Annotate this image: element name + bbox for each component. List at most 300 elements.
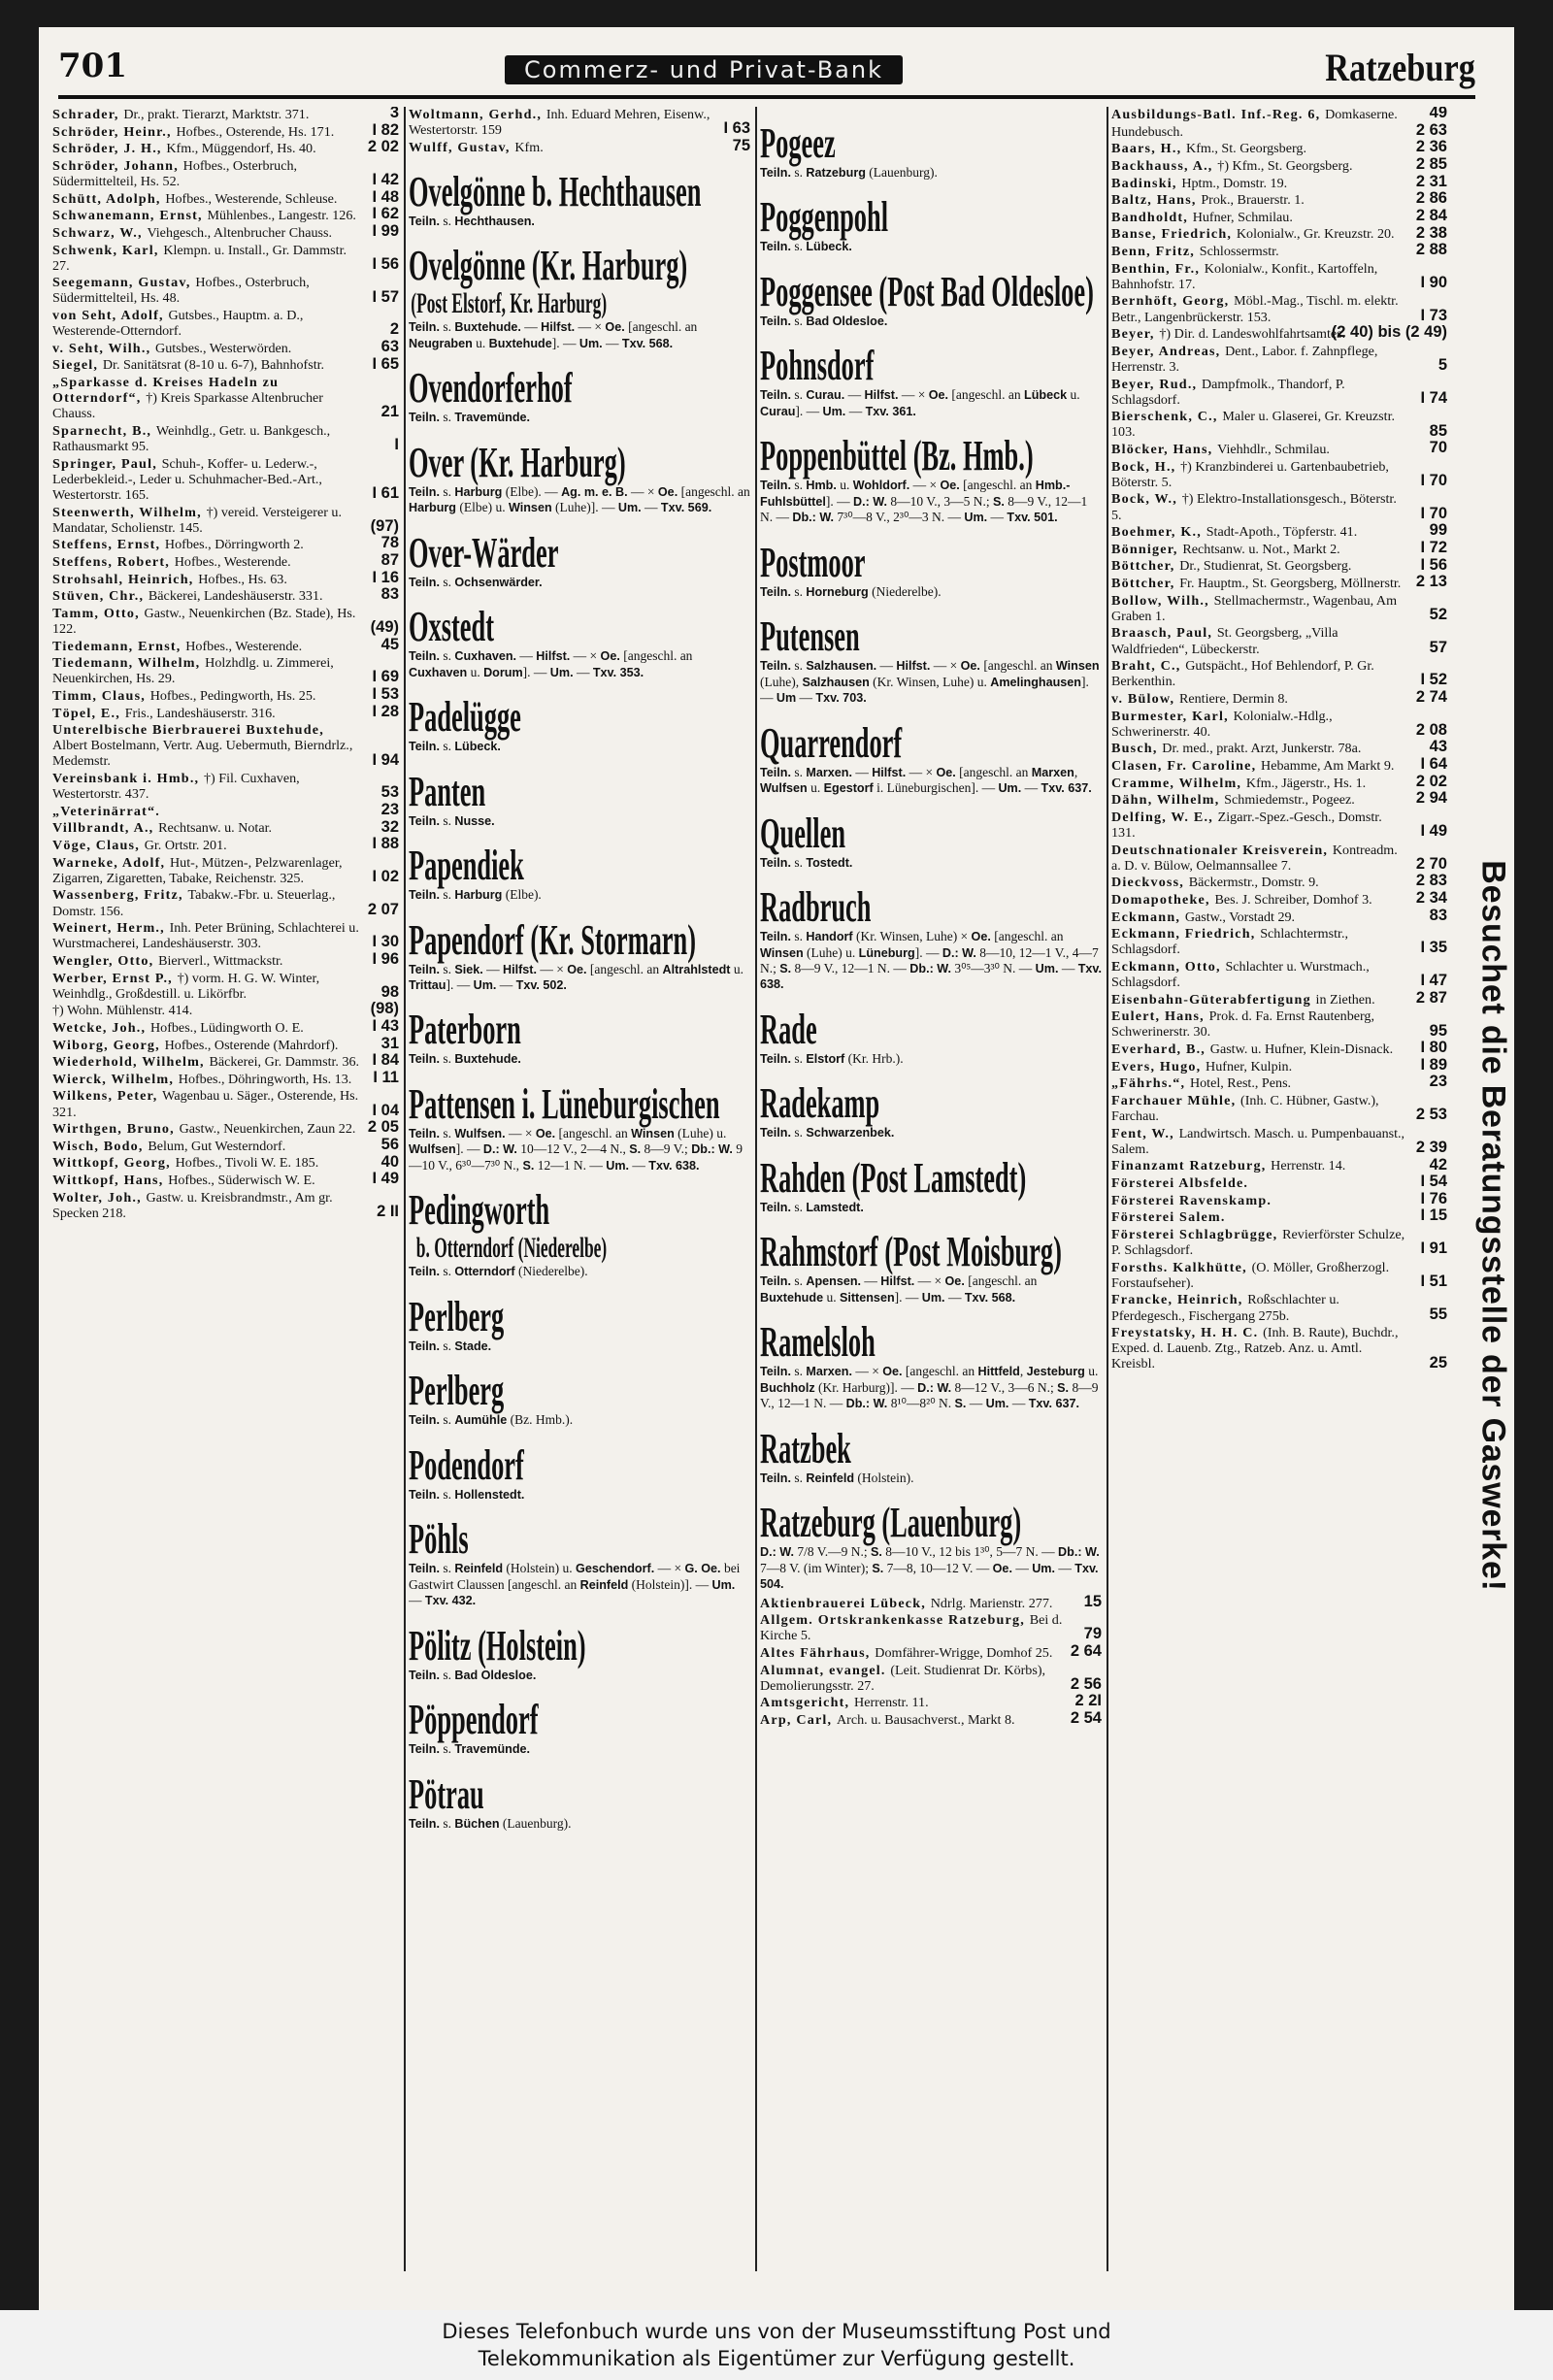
subscriber-details: Dr., prakt. Tierarzt, Marktstr. 371. [123, 107, 310, 122]
column-divider [1107, 107, 1108, 2271]
subscriber-entry [1111, 521, 1447, 541]
subscriber-entry [1111, 1155, 1447, 1174]
place-heading: Postmoor [760, 538, 866, 586]
subscriber-details: Hofbes., Döhringworth, Hs. 13. [178, 1071, 352, 1087]
phone-number: I 70 [1420, 471, 1447, 489]
phone-number: I 72 [1420, 538, 1447, 556]
directory-page [39, 27, 1514, 2310]
subscriber-name: Tiedemann, Ernst, [52, 638, 186, 654]
place-text: Teiln. s. Curau. — Hilfst. — × Oe. [angeschl. an Lübeck u. Curau]. — Um. — Txv. 361. [760, 387, 1080, 418]
subscriber-entry [52, 205, 399, 224]
phone-number: I 90 [1420, 273, 1447, 291]
phone-number: I 49 [372, 1170, 399, 1188]
place-entry [760, 342, 1102, 419]
place-text: Teiln. s. Ratzeburg (Lauenburg). [760, 165, 938, 180]
subscriber-name: Clasen, Fr. Caroline, [1111, 757, 1262, 774]
subscriber-name: Eckmann, Otto, [1111, 958, 1226, 975]
phone-number: I 52 [1420, 671, 1447, 689]
subscriber-entry [1111, 241, 1447, 259]
subscriber-entry [1111, 772, 1447, 791]
phone-number: 3 [389, 107, 399, 122]
subscriber-name: Braasch, Paul, [1111, 625, 1217, 642]
phone-number: I 15 [1420, 1207, 1447, 1225]
subscriber-entry [1111, 261, 1447, 292]
phone-number: 2 94 [1415, 789, 1447, 808]
place-heading: Papendorf (Kr. Stormarn) [409, 915, 696, 964]
phone-number: 2 87 [1415, 988, 1447, 1007]
phone-number: 2 13 [1415, 573, 1447, 591]
phone-number: I 64 [1420, 755, 1447, 773]
place-heading: Poppenbüttel (Bz. Hmb.) [760, 432, 1034, 480]
subscriber-details: Schmiedemstr., Pogeez. [1224, 792, 1355, 809]
subscriber-name: Schwanemann, Ernst, [52, 208, 208, 224]
phone-number: I 74 [1420, 388, 1447, 407]
subscriber-entry [52, 456, 399, 503]
subscriber-details: (Leit. Studienrat Dr. Körbs), Demolierungsstr. 27. [760, 1662, 1046, 1694]
phone-number: 2 86 [1415, 189, 1447, 208]
subscriber-name: „Fährhs.“, [1111, 1075, 1190, 1092]
place-entry [409, 1515, 750, 1608]
place-text: Teiln. s. Aumühle (Bz. Hmb.). [409, 1412, 574, 1428]
subscriber-details: Kfm., Jägerstr., Hs. 1. [1245, 775, 1367, 791]
subscriber-name: Warneke, Adolf, [52, 854, 170, 871]
subscriber-entry [1111, 709, 1447, 740]
place-text: Teiln. s. Wulfsen. — × Oe. [angeschl. an Winsen (Luhe) u. Wulfsen]. — D.: W. 10—12 V., 2—4 N., S. 8—9 V.; Db.: W. 9—10 V., 6³⁰—7³⁰ N., S. 12—1 N. — Um. — Txv. 638. [409, 1125, 743, 1173]
subscriber-entry [1111, 906, 1447, 925]
subscriber-name: Timm, Claus, [52, 687, 150, 704]
subscriber-details: Hofbes., Osterende (Mahrdorf). [164, 1037, 339, 1053]
subscriber-details: Gastw., Neuenkirchen, Zaun 22. [179, 1121, 356, 1138]
phone-number: I 80 [1420, 1039, 1447, 1057]
subscriber-details: Kolonialw., Gr. Kreuzstr. 20. [1236, 226, 1395, 243]
phone-number: I 48 [372, 187, 399, 206]
subscriber-name: Woltmann, Gerhd., [409, 107, 546, 122]
subscriber-name: Beyer, Andreas, [1111, 343, 1226, 359]
phone-number: 2 08 [1415, 720, 1447, 739]
place-entry [409, 528, 750, 590]
subscriber-name: Tiedemann, Wilhelm, [52, 655, 206, 672]
subscriber-details: Domfährer-Wrigge, Domhof 25. [875, 1644, 1053, 1661]
subscriber-details: Schlachtermstr., Schlagsdorf. [1111, 926, 1349, 958]
subscriber-details: Gastw., Vorstadt 29. [1184, 909, 1296, 925]
subscriber-name: Sparnecht, B., [52, 422, 156, 439]
subscriber-name: Aktienbrauerei Lübeck, [760, 1595, 931, 1611]
subscriber-details: Stellmachermstr., Wagenbau, Am Graben 1. [1111, 592, 1398, 624]
subscriber-name: Steenwerth, Wilhelm, [52, 504, 207, 520]
subscriber-entry [1111, 1008, 1447, 1040]
subscriber-entry [52, 950, 399, 969]
place-heading: Ovelgönne (Kr. Harburg) [409, 242, 688, 290]
subscriber-name: „Sparkasse d. Kreises Hadeln zu Otterndorf“, [52, 375, 280, 407]
phone-number: I 65 [372, 354, 399, 373]
place-text: Teiln. s. Lübeck. [409, 739, 501, 754]
place-heading: Poggenpohl [760, 193, 889, 242]
subscriber-entry [1111, 172, 1447, 191]
phone-number: I [394, 436, 399, 454]
phone-number: I 35 [1420, 939, 1447, 957]
subscriber-details: Hufner, Kulpin. [1206, 1058, 1293, 1074]
subscriber-entry [1111, 1055, 1447, 1074]
subscriber-details: Stadt-Apoth., Töpferstr. 41. [1206, 524, 1358, 541]
place-heading: Ratzeburg (Lauenburg) [760, 1499, 1022, 1547]
place-text: Teiln. s. Reinfeld (Holstein). [760, 1470, 914, 1485]
subscriber-name: Böttcher, [1111, 558, 1180, 575]
subscriber-details: Bes. J. Schreiber, Domhof 3. [1214, 891, 1372, 908]
subscriber-details: †) Kfm., St. Georgsberg. [1217, 157, 1353, 174]
place-text: Teiln. s. Harburg (Elbe). [409, 887, 542, 903]
subscriber-entry [1111, 538, 1447, 557]
subscriber-details: in Ziethen. [1315, 991, 1375, 1008]
subscriber-entry [52, 1068, 399, 1087]
place-entry [409, 1440, 750, 1503]
subscriber-name: Wisch, Bodo, [52, 1138, 149, 1154]
subscriber-details: Inh. Peter Brüning, Schlachterei u. Wurstmacherei, Landeshäuserstr. 303. [52, 920, 359, 952]
phone-number: I 49 [1420, 822, 1447, 840]
phone-number: 25 [1429, 1353, 1447, 1372]
footer-line-1: Dieses Telefonbuch wurde uns von der Museumsstiftung Post und [442, 2320, 1111, 2343]
place-heading: Pattensen i. Lüneburgischen [409, 1079, 720, 1128]
subscriber-name: Wirthgen, Bruno, [52, 1121, 180, 1138]
place-text: Teiln. s. Otterndorf (Niederelbe). [409, 1264, 588, 1279]
place-text: Teiln. s. Harburg (Elbe). — Ag. m. e. B. — × Oe. [angeschl. an Harburg (Elbe) u. Winsen (Luhe)]. — Um. — Txv. 569. [409, 483, 750, 515]
subscriber-entry [1111, 1292, 1447, 1323]
phone-number: 83 [1429, 906, 1447, 924]
subscriber-entry [52, 655, 399, 686]
place-text: Teiln. s. Hmb. u. Wohldorf. — × Oe. [angeschl. an Hmb.-Fuhlsbüttel]. — D.: W. 8—10 V., 3—5 N.; S. 8—9 V., 12—1 N. — Db.: W. 7³⁰—8 V., 2³⁰—3 N. — Um. — Txv. 501. [760, 478, 1088, 525]
subscriber-entry [1111, 120, 1447, 140]
place-text: Teiln. s. Handorf (Kr. Winsen, Luhe) × Oe. [angeschl. an Winsen (Luhe) u. Lüneburg]. — D.: W. 8—10, 12—1 V., 4—7 N.; S. 8—9 V., 12—1 N. — Db.: W. 3⁰⁵—3³⁰ N. — Um. — Txv. 638. [760, 929, 1102, 992]
place-text: Teiln. s. Bad Oldesloe. [760, 313, 888, 328]
place-entry [409, 1008, 750, 1067]
subscriber-entry [1111, 593, 1447, 624]
subscriber-entry [52, 855, 399, 886]
subscriber-details: Schlossermstr. [1199, 244, 1279, 259]
subscriber-details: (O. Möller, Großherzogl. Forstaufseher). [1111, 1259, 1390, 1291]
phone-number: I 88 [372, 835, 399, 853]
subscriber-entry [1111, 625, 1447, 656]
subscriber-details: Fr. Hauptm., St. Georgsberg, Möllnerstr. [1179, 576, 1402, 591]
subscriber-name: Bollow, Wilh., [1111, 592, 1214, 609]
column-divider [404, 107, 406, 2271]
place-entry [409, 1186, 750, 1279]
place-heading: Over (Kr. Harburg) [409, 438, 626, 486]
phone-number: 2 39 [1415, 1138, 1447, 1156]
place-heading: Paterborn [409, 1006, 521, 1054]
subscriber-details: Hofbes., Osterbruch, Südermittelteil, Hs. 48. [52, 275, 310, 307]
subscriber-details: †) Kreis Sparkasse Altenbrucher Chauss. [52, 390, 324, 422]
subscriber-details: Dampfmolk., Thandorf, P. Schlagsdorf. [1111, 376, 1345, 408]
place-heading: Radbruch [760, 883, 872, 932]
phone-number: 2 85 [1415, 155, 1447, 173]
phone-number: I 91 [1420, 1240, 1447, 1258]
place-entry [760, 1153, 1102, 1215]
place-heading: Pohnsdorf [760, 342, 875, 390]
subscriber-name: Werber, Ernst P., [52, 970, 178, 986]
phone-number: 98 [380, 982, 399, 1001]
subscriber-entry [52, 551, 399, 570]
subscriber-name: Steffens, Ernst, [52, 537, 165, 553]
subscriber-name: Siegel, [52, 357, 103, 374]
phone-number: I 89 [1420, 1055, 1447, 1074]
place-heading: Poggensee (Post Bad Oldesloe) [760, 267, 1094, 315]
subscriber-name: Böttcher, [1111, 576, 1180, 591]
phone-number: 2 83 [1415, 872, 1447, 890]
subscriber-details: Dr. med., prakt. Arzt, Junkerstr. 78a. [1162, 741, 1362, 757]
subscriber-entry [1111, 1189, 1447, 1208]
subscriber-name: Beyer, Rud., [1111, 376, 1202, 392]
phone-number: I 96 [372, 950, 399, 968]
phone-number: 49 [1429, 107, 1447, 122]
subscriber-name: Eckmann, [1111, 909, 1185, 925]
side-advert-text: Besuchet die Beratungsstelle der Gaswerke! [1474, 860, 1512, 1592]
phone-number: (49) [370, 618, 399, 636]
subscriber-details: Kolonialw.-Hdlg., Schwerinerstr. 40. [1111, 708, 1333, 740]
place-entry [760, 1499, 1102, 1592]
subscriber-name: Ausbildungs-Batl. Inf.-Reg. 6, [1111, 107, 1326, 122]
subscriber-details: Rechtsanw. u. Notar. [158, 820, 273, 837]
subscriber-details: Weinhdlg., Getr. u. Bankgesch., Rathausmarkt 95. [52, 422, 331, 454]
subscriber-entry [1111, 155, 1447, 174]
subscriber-name: Steffens, Robert, [52, 553, 175, 570]
subscriber-name: Deutschnationaler Kreisverein, [1111, 842, 1333, 858]
place-entry [760, 718, 1102, 797]
subscriber-entry [1111, 293, 1447, 324]
subscriber-name: Töpel, E., [52, 705, 125, 721]
subscriber-details: †) Kranzbinderei u. Gartenbaubetrieb, Böterstr. 5. [1111, 458, 1389, 490]
phone-number: 53 [380, 783, 399, 802]
subscriber-details: Bäckerei, Landeshäuserstr. 331. [148, 588, 323, 605]
subscriber-name: Altes Fährhaus, [760, 1644, 876, 1661]
phone-number: 2 74 [1415, 688, 1447, 706]
subscriber-entry [52, 1135, 399, 1154]
subscriber-name: Schütt, Adolph, [52, 190, 166, 207]
subscriber-details: †) vereid. Versteigerer u. Mandatar, Scholienstr. 145. [52, 504, 343, 536]
subscriber-entry [409, 136, 750, 155]
place-entry [760, 193, 1102, 254]
subscriber-name: Springer, Paul, [52, 455, 162, 472]
place-heading: Pötrau [409, 1769, 484, 1818]
subscriber-details: Revierförster Schulze, P. Schlagsdorf. [1111, 1226, 1405, 1258]
place-heading: Podendorf [409, 1440, 524, 1489]
place-heading: Quarrendorf [760, 718, 903, 767]
subscriber-details: Hundebusch. [1111, 123, 1183, 140]
subscriber-name: Domapotheke, [1111, 891, 1215, 908]
subscriber-entry [1111, 1227, 1447, 1258]
subscriber-entry [1111, 206, 1447, 225]
place-entry [760, 432, 1102, 525]
subscriber-entry [1111, 223, 1447, 243]
phone-number: I 99 [372, 222, 399, 240]
subscriber-name: Strohsahl, Heinrich, [52, 571, 199, 587]
phone-number: 5 [1437, 356, 1447, 374]
phone-number: 52 [1429, 605, 1447, 623]
subscriber-name: Wilkens, Peter, [52, 1088, 163, 1105]
subscriber-details: Kfm., Müggendorf, Hs. 40. [166, 141, 316, 157]
subscriber-details: (Inh. C. Hübner, Gastw.), Farchau. [1111, 1092, 1379, 1124]
subscriber-name: v. Seht, Wilh., [52, 340, 156, 356]
subscriber-entry [52, 534, 399, 553]
subscriber-entry [1111, 658, 1447, 689]
header-rule [58, 95, 1475, 99]
phone-number: 75 [732, 136, 750, 154]
subscriber-name: Schröder, Johann, [52, 157, 183, 174]
subscriber-name: Forsths. Kalkhütte, [1111, 1259, 1252, 1275]
subscriber-name: Finanzamt Ratzeburg, [1111, 1158, 1272, 1174]
subscriber-name: Farchauer Mühle, [1111, 1092, 1241, 1108]
subscriber-details: Holzhdlg. u. Zimmerei, Neuenkirchen, Hs. 29. [52, 655, 334, 687]
phone-number: 2 07 [367, 900, 399, 918]
subscriber-name: Amtsgericht, [760, 1695, 855, 1711]
subscriber-name: Wittkopf, Hans, [52, 1173, 169, 1188]
phone-number: 45 [380, 635, 399, 653]
phone-number: 15 [1083, 1592, 1102, 1610]
subscriber-name: Eckmann, Friedrich, [1111, 926, 1261, 942]
subscriber-details: Kontreadm. a. D. v. Bülow, Oelmannsallee 7. [1111, 842, 1398, 874]
place-text: Teiln. s. Apensen. — Hilfst. — × Oe. [angeschl. an Buxtehude u. Sittensen]. — Um. — Txv. 568. [760, 1273, 1038, 1305]
place-text: Teiln. s. Lamstedt. [760, 1199, 864, 1214]
page-number: 701 [58, 47, 127, 85]
place-text: Teiln. s. Tostedt. [760, 854, 853, 870]
place-text: Teiln. s. Marxen. — Hilfst. — × Oe. [angeschl. an Marxen, Wulfsen u. Egestorf i. Lüneburgischen]. — Um. — Txv. 637. [760, 764, 1092, 796]
footer-notice [0, 2310, 1553, 2380]
subscriber-name: Unterelbische Bierbrauerei Buxtehude, [52, 722, 324, 739]
place-heading: Pöppendorf [409, 1696, 539, 1744]
subscriber-details: Hotel, Rest., Pens. [1189, 1075, 1292, 1092]
place-heading: Perlberg [409, 1292, 505, 1340]
place-heading: Ratzbek [760, 1424, 851, 1472]
subscriber-entry [1111, 872, 1447, 891]
place-entry [409, 1696, 750, 1757]
subscriber-entry [52, 1017, 399, 1036]
subscriber-entry [52, 107, 399, 122]
phone-number: I 43 [372, 1017, 399, 1035]
subscriber-details: Schuh-, Koffer- u. Lederw.-, Lederbekleid.-, Leder u. Schuhmacher-Bed.-Art., Westertorstr. 165. [52, 455, 322, 503]
place-entry [409, 438, 750, 516]
subscriber-name: Stüven, Chr., [52, 588, 149, 605]
subscriber-details: Dent., Labor. f. Zahnpflege, Herrenstr. 3. [1111, 343, 1378, 375]
subscriber-details: Viehgesch., Altenbrucher Chauss. [147, 224, 332, 241]
place-entry [409, 1079, 750, 1173]
phone-number: 31 [380, 1034, 399, 1052]
subscriber-name: Banse, Friedrich, [1111, 226, 1237, 243]
subscriber-entry [1111, 1325, 1447, 1372]
subscriber-name: Benn, Fritz, [1111, 244, 1200, 259]
place-heading: Pölitz (Holstein) [409, 1621, 586, 1669]
phone-number: 42 [1429, 1155, 1447, 1173]
subscriber-details: Hofbes., Westerende. [174, 553, 291, 570]
phone-number: (98) [370, 1000, 399, 1018]
subscriber-name: Alumnat, evangel. [760, 1662, 891, 1678]
phone-number: I 73 [1420, 306, 1447, 324]
place-subheading: (Post Elstorf, Kr. Harburg) [411, 287, 608, 320]
subscriber-entry [52, 1034, 399, 1053]
phone-number: 79 [1083, 1625, 1102, 1643]
subscriber-name: Vereinsbank i. Hmb., [52, 771, 204, 786]
place-text: Teiln. s. Bad Oldesloe. [409, 1667, 537, 1682]
subscriber-entry [52, 1051, 399, 1071]
side-advert [1473, 721, 1512, 1731]
place-text: Teiln. s. Horneburg (Niederelbe). [760, 583, 942, 599]
subscriber-entry [1111, 755, 1447, 774]
subscriber-details: Hofbes., Westerende. [185, 638, 303, 654]
subscriber-entry [1111, 738, 1447, 757]
phone-number: 2 02 [367, 138, 399, 156]
subscriber-name: Cramme, Wilhelm, [1111, 775, 1246, 791]
subscriber-entry [1111, 988, 1447, 1008]
subscriber-name: Bock, W., [1111, 491, 1182, 508]
subscriber-details: Hofbes., Osterbruch, Südermittelteil, Hs. 52. [52, 157, 298, 189]
subscriber-details: Landwirtsch. Masch. u. Pumpenbauanst., Salem. [1111, 1125, 1405, 1157]
subscriber-details: Hofbes., Westerende, Schleuse. [165, 190, 338, 207]
place-heading: Ramelsloh [760, 1318, 876, 1367]
place-subheading: b. Otterndorf (Niederelbe) [415, 1232, 608, 1265]
place-heading: Pedingworth [409, 1186, 550, 1235]
subscriber-name: Delfing, W. E., [1111, 809, 1218, 825]
subscriber-details: Hufner, Schmilau. [1192, 209, 1293, 225]
subscriber-name: Wierck, Wilhelm, [52, 1071, 179, 1087]
phone-number: 2 63 [1415, 120, 1447, 139]
phone-number: I 53 [372, 685, 399, 703]
phone-number: 99 [1429, 521, 1447, 540]
subscriber-details: Hofbes., Lüdingworth O. E. [149, 1019, 304, 1036]
subscriber-entry [760, 1592, 1102, 1611]
subscriber-entry [760, 1692, 1102, 1711]
subscriber-name: Evers, Hugo, [1111, 1058, 1206, 1074]
subscriber-details: Rentiere, Dermin 8. [1178, 690, 1288, 707]
bank-banner: Commerz- und Privat-Bank [505, 55, 903, 84]
place-text: Teiln. s. Salzhausen. — Hilfst. — × Oe. [angeschl. an Winsen (Luhe), Salzhausen (Kr. Winsen, Luhe) u. Amelinghausen]. — Um — Txv. 703. [760, 658, 1100, 706]
subscriber-entry [52, 275, 399, 306]
subscriber-details: †) vorm. H. G. W. Winter, Weinhdlg., Großdestill. u. Likörfbr. [52, 970, 320, 1002]
subscriber-entry [52, 158, 399, 189]
subscriber-entry [409, 107, 750, 138]
subscriber-name: Wetcke, Joh., [52, 1019, 150, 1036]
subscriber-details: Bierverl., Wittmackstr. [158, 952, 283, 969]
subscriber-entry [1111, 323, 1447, 343]
subscriber-name: Freystatsky, H. H. C. [1111, 1325, 1264, 1341]
subscriber-entry [760, 1663, 1102, 1694]
subscriber-entry [1111, 889, 1447, 908]
subscriber-entry [1111, 1175, 1447, 1191]
phone-number: I 04 [372, 1101, 399, 1119]
phone-number: I 16 [372, 568, 399, 586]
subscriber-name: Eulert, Hans, [1111, 1008, 1209, 1025]
place-text: D.: W. 7/8 V.—9 N.; S. 8—10 V., 12 bis 1³⁰, 5—7 N. — Db.: W. 7—8 V. (im Winter); S. 7—8, 10—12 V. — Oe. — Um. — Txv. 504. [760, 1544, 1100, 1592]
place-entry [409, 693, 750, 754]
subscriber-entry [52, 606, 399, 637]
subscriber-name: Schröder, Heinr., [52, 123, 177, 140]
phone-number: I 54 [1420, 1173, 1447, 1191]
place-text: Teiln. s. Lübeck. [760, 239, 852, 254]
subscriber-details: Kfm., St. Georgsberg. [1186, 141, 1306, 157]
subscriber-details: Kfm. [514, 139, 544, 155]
subscriber-details: Hofbes., Dörringworth 2. [164, 537, 304, 553]
subscriber-name: v. Bülow, [1111, 690, 1179, 707]
subscriber-details: Fris., Landeshäuserstr. 316. [124, 705, 276, 721]
subscriber-name: Wiederhold, Wilhelm, [52, 1054, 210, 1071]
subscriber-entry [52, 375, 399, 421]
subscriber-name: Fent, W., [1111, 1125, 1179, 1141]
subscriber-name: Wolter, Joh., [52, 1189, 147, 1206]
subscriber-details: Hofbes., Tivoli W. E. 185. [175, 1155, 319, 1172]
subscriber-entry [52, 354, 399, 374]
phone-number: 2 88 [1415, 241, 1447, 259]
subscriber-name: Vöge, Claus, [52, 838, 145, 853]
subscriber-details: Hofbes., Osterende, Hs. 171. [176, 123, 335, 140]
subscriber-details: Belum, Gut Westerndorf. [148, 1138, 286, 1154]
place-text: Teiln. s. Buxtehude. — Hilfst. — × Oe. [angeschl. an Neugraben u. Buxtehude]. — Um. — Txv. 568. [409, 319, 698, 350]
place-heading: Putensen [760, 612, 860, 661]
